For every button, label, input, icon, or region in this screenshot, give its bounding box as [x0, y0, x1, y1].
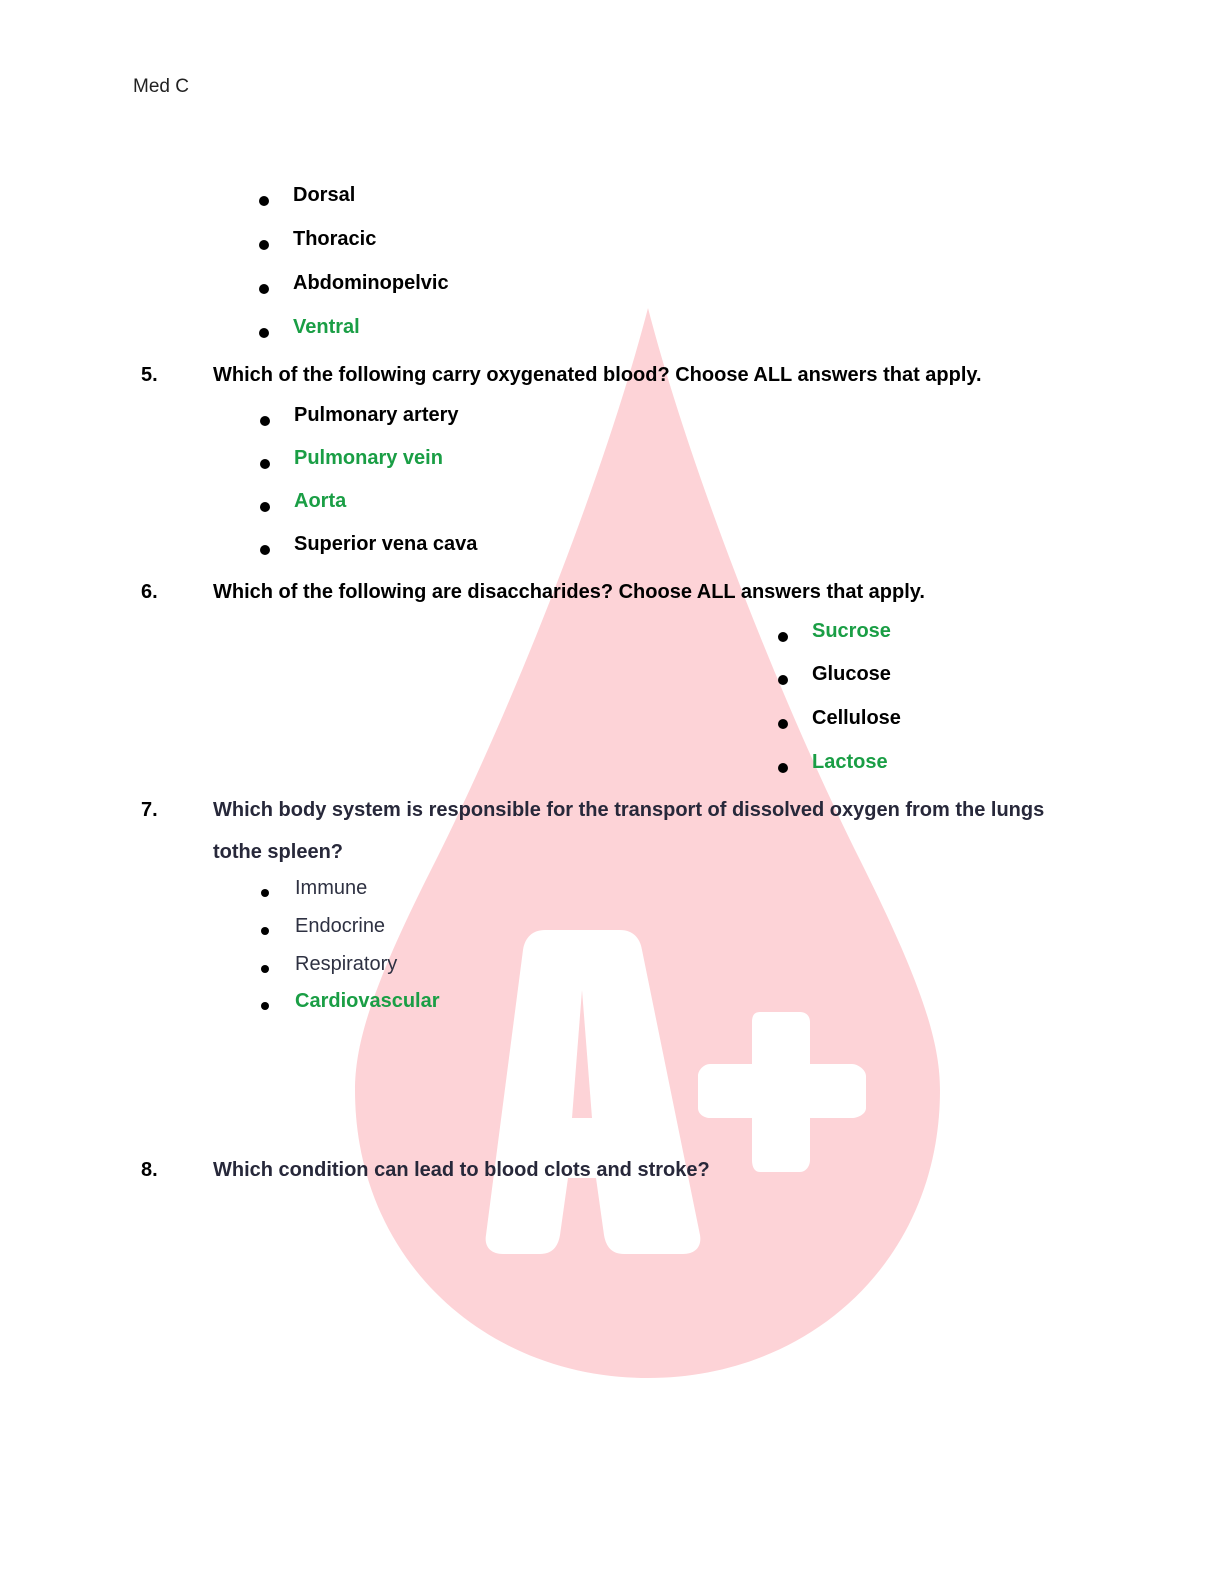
- bullet-icon: [259, 240, 269, 250]
- bullet-icon: [259, 284, 269, 294]
- bullet-icon: [778, 719, 788, 729]
- bullet-icon: [260, 545, 270, 555]
- page-header: Med C: [133, 76, 189, 97]
- option-label: Endocrine: [295, 915, 386, 937]
- question-number: 6.: [141, 581, 158, 603]
- question-text: Which of the following are disaccharides? Choose ALL answers that apply.: [213, 581, 925, 603]
- question-text: Which of the following carry oxygenated blood? Choose ALL answers that apply.: [213, 364, 982, 386]
- bullet-icon: [260, 459, 270, 469]
- bullet-icon: [778, 675, 788, 685]
- question-number: 7.: [141, 799, 158, 821]
- bullet-icon: [778, 632, 788, 642]
- option-label: Abdominopelvic: [293, 272, 449, 294]
- option-label: Immune: [295, 877, 368, 899]
- option-label: Thoracic: [293, 228, 377, 250]
- option-label-correct: Sucrose: [812, 620, 891, 642]
- option-label: Cellulose: [812, 707, 901, 729]
- option-label-correct: Aorta: [294, 490, 347, 512]
- option-label: Respiratory: [295, 953, 398, 975]
- bullet-icon: [259, 196, 269, 206]
- bullet-icon: [261, 965, 269, 973]
- question-number: 8.: [141, 1159, 158, 1181]
- option-label-correct: Cardiovascular: [295, 990, 440, 1012]
- question-text-line2: tothe spleen?: [213, 841, 344, 863]
- option-label: Superior vena cava: [294, 533, 478, 555]
- bullet-icon: [260, 502, 270, 512]
- option-label-correct: Pulmonary vein: [294, 447, 443, 469]
- option-label: Glucose: [812, 663, 891, 685]
- option-label: Pulmonary artery: [294, 404, 459, 426]
- option-label: Dorsal: [293, 184, 356, 206]
- option-label-correct: Ventral: [293, 316, 360, 338]
- question-text: Which condition can lead to blood clots and stroke?: [213, 1159, 710, 1181]
- option-label-correct: Lactose: [812, 751, 888, 773]
- bullet-icon: [261, 1002, 269, 1010]
- bullet-icon: [261, 889, 269, 897]
- bullet-icon: [261, 927, 269, 935]
- bullet-icon: [259, 328, 269, 338]
- bullet-icon: [260, 416, 270, 426]
- bullet-icon: [778, 763, 788, 773]
- question-number: 5.: [141, 364, 158, 386]
- question-text-line1: Which body system is responsible for the transport of dissolved oxygen from the lungs: [213, 799, 1045, 821]
